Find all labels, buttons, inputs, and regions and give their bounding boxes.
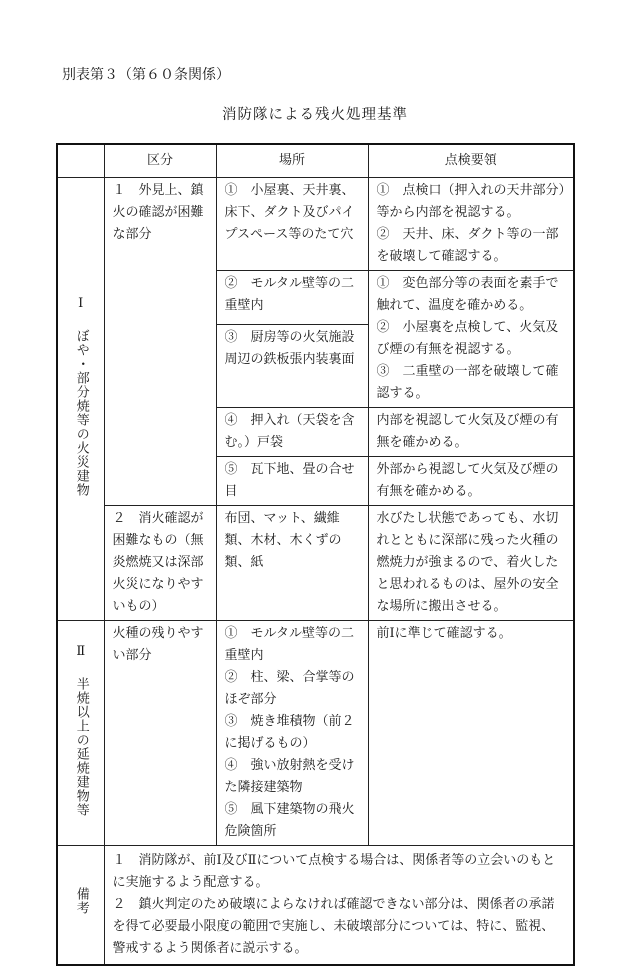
residual-fire-standards-table: [56, 143, 575, 966]
remark-item-2: ２ 鎮火判定のため破壊によらなければ確認できない部分は、関係者の承諾を得て必要最小限度の範囲で実施し、未破壊部分については、特に、監視、警戒するよう関係者に説示する。: [112, 897, 555, 956]
header-method: 点検要領: [368, 144, 574, 178]
method-1-line-2: ② 天井、床、ダクト等の一部を破壊して確認する。: [376, 227, 559, 264]
place-1-cell: ① 小屋裏、天井裏、床下、ダクト及びパイプスペース等のたて穴: [216, 178, 368, 271]
division-1-cell: １ 外見上、鎮火の確認が困難な部分: [104, 178, 216, 506]
place-6-cell: 布団、マット、繊維類、木材、木くずの類、紙: [216, 506, 368, 621]
document-title: 消防隊による残火処理基準: [222, 107, 408, 123]
remark-item-1: １ 消防隊が、前Ⅰ及びⅡについて点検する場合は、関係者等の立会いのもとに実施するよう配意する。: [112, 853, 556, 890]
category-1-cell: [57, 178, 104, 621]
remarks-label-cell: [57, 846, 104, 966]
table-row: [57, 178, 574, 271]
place-3-cell: ③ 厨房等の火気施設周辺の鉄板張内装裏面: [216, 325, 368, 408]
method-2-cell: [368, 271, 574, 408]
method-c2-cell: 前Ⅰに準じて確認する。: [368, 621, 574, 846]
category-2-numeral: Ⅱ: [76, 644, 86, 659]
remarks-row: [57, 846, 574, 966]
table-reference: 別表第３（第６０条関係）: [62, 67, 230, 83]
method-6-cell: 水びたし状態であっても、水切れとともに深部に残った火種の燃焼力が強まるので、着火したと思われるものは、屋外の安全な場所に搬出させる。: [368, 506, 574, 621]
place-c2-2: ② 柱、梁、合掌等のほぞ部分: [224, 670, 355, 707]
category-2-label: 半焼以上の延焼建物等: [73, 677, 89, 817]
places-c2-cell: [216, 621, 368, 846]
method-5-cell: 外部から視認して火気及び煙の有無を確かめる。: [368, 457, 574, 506]
method-2-line-2: ② 小屋裏を点検して、火気及び煙の有無を視認する。: [376, 320, 559, 357]
place-c2-5: ⑤ 風下建築物の飛火危険箇所: [224, 802, 355, 839]
remarks-label: 備考: [73, 887, 89, 915]
method-2-line-3: ③ 二重壁の一部を破壊して確認する。: [376, 364, 559, 401]
header-place: 場所: [216, 144, 368, 178]
method-2-line-1: ① 変色部分等の表面を素手で触れて、温度を確かめる。: [376, 276, 559, 313]
category-2-cell: [57, 621, 104, 846]
table-row: [57, 506, 574, 621]
method-4-cell: 内部を視認して火気及び煙の有無を確かめる。: [368, 408, 574, 457]
header-division: 区分: [104, 144, 216, 178]
header-blank: [57, 144, 104, 178]
place-c2-3: ③ 焼き堆積物（前２に掲げるもの）: [224, 714, 355, 751]
division-c2-cell: 火種の残りやすい部分: [104, 621, 216, 846]
method-1-cell: [368, 178, 574, 271]
place-5-cell: ⑤ 瓦下地、畳の合せ目: [216, 457, 368, 506]
place-4-cell: ④ 押入れ（天袋を含む。）戸袋: [216, 408, 368, 457]
division-2-cell: ２ 消火確認が困難なもの（無炎燃焼又は深部火災になりやすいもの）: [104, 506, 216, 621]
place-2-cell: ② モルタル壁等の二重壁内: [216, 271, 368, 325]
table-row: [57, 621, 574, 846]
category-1-label: ぼや・部分焼等の火災建物: [73, 329, 89, 497]
place-c2-1: ① モルタル壁等の二重壁内: [224, 626, 354, 663]
method-1-line-1: ① 点検口（押入れの天井部分）等から内部を視認する。: [376, 183, 566, 220]
remarks-content: [104, 846, 574, 966]
category-1-numeral: Ⅰ: [78, 296, 84, 311]
place-c2-4: ④ 強い放射熱を受けた隣接建築物: [224, 758, 355, 795]
table-header-row: [57, 144, 574, 178]
